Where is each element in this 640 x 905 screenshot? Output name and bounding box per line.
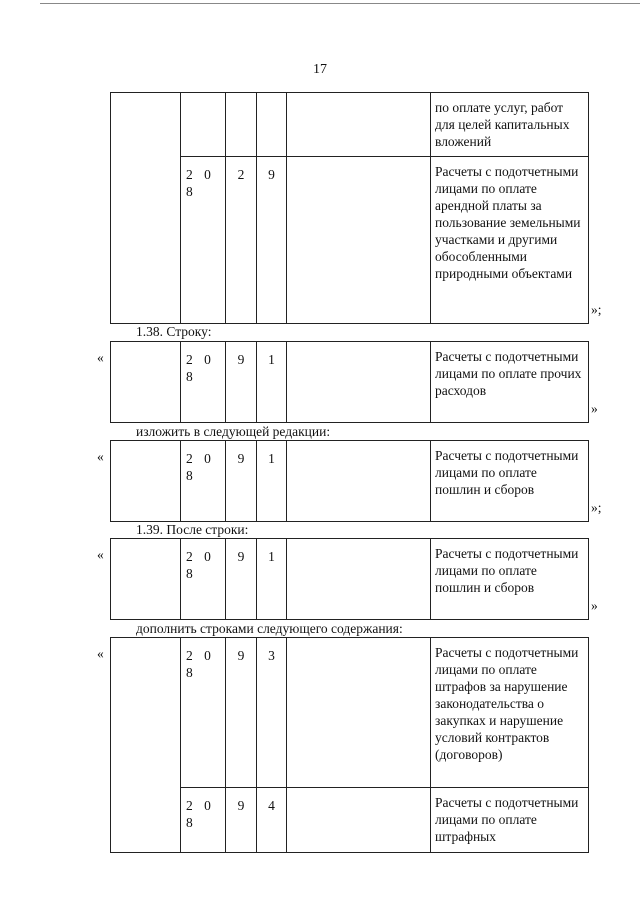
cell-b: 9 (257, 157, 287, 324)
opening-quote: « (97, 449, 104, 464)
caption-edit: изложить в следующей редакции: (136, 424, 331, 439)
table-row (111, 788, 589, 853)
cell-b (257, 93, 287, 157)
cell-empty (287, 788, 431, 853)
cell-b: 4 (257, 788, 287, 853)
table-block-4 (110, 538, 589, 620)
closing-quote: »; (591, 500, 602, 515)
cell-a: 2 (226, 157, 257, 324)
cell-empty (287, 342, 431, 423)
cell-b: 3 (257, 638, 287, 788)
table-row (111, 638, 589, 788)
cell-text: по оплате услуг, работ для целей капитальных вложений (431, 93, 589, 157)
cell-code: 2 0 8 (181, 441, 226, 522)
caption-add: дополнить строками следующего содержания: (136, 621, 403, 636)
cell-code: 2 0 8 (181, 788, 226, 853)
cell-text: Расчеты с подотчетными лицами по оплате арендной платы за пользование земельными участками и другими обособленными природными объектами (431, 157, 589, 324)
top-rule (40, 3, 640, 4)
opening-quote: « (97, 646, 104, 661)
cell-code: 2 0 8 (181, 342, 226, 423)
cell-b: 1 (257, 539, 287, 620)
cell-b: 1 (257, 441, 287, 522)
cell-code: 2 0 8 (181, 157, 226, 324)
cell-blank (111, 441, 181, 522)
opening-quote: « (97, 350, 104, 365)
cell-blank (111, 638, 181, 853)
table-block-5 (110, 637, 589, 853)
cell-a: 9 (226, 788, 257, 853)
cell-blank (111, 342, 181, 423)
table-block-2 (110, 341, 589, 423)
table-row (111, 441, 589, 522)
table-block-1 (110, 92, 589, 324)
cell-empty (287, 539, 431, 620)
cell-a: 9 (226, 441, 257, 522)
table-row (111, 157, 589, 324)
cell-text: Расчеты с подотчетными лицами по оплате пошлин и сборов (431, 441, 589, 522)
cell-code: 2 0 8 (181, 638, 226, 788)
cell-blank (111, 93, 181, 324)
cell-text: Расчеты с подотчетными лицами по оплате прочих расходов (431, 342, 589, 423)
cell-code: 2 0 8 (181, 539, 226, 620)
cell-text: Расчеты с подотчетными лицами по оплате штрафов за нарушение законодательства о закупках и нарушение условий контрактов (договоров) (431, 638, 589, 788)
cell-empty (287, 441, 431, 522)
cell-a (226, 93, 257, 157)
cell-empty (287, 638, 431, 788)
cell-code (181, 93, 226, 157)
closing-quote: » (591, 401, 598, 416)
cell-text: Расчеты с подотчетными лицами по оплате штрафных (431, 788, 589, 853)
cell-blank (111, 539, 181, 620)
cell-a: 9 (226, 539, 257, 620)
caption-1-38: 1.38. Строку: (136, 324, 212, 339)
caption-1-39: 1.39. После строки: (136, 522, 249, 537)
opening-quote: « (97, 547, 104, 562)
cell-empty (287, 157, 431, 324)
closing-quote: »; (591, 302, 602, 317)
table-row (111, 539, 589, 620)
cell-a: 9 (226, 342, 257, 423)
cell-b: 1 (257, 342, 287, 423)
table-row (111, 342, 589, 423)
page-number: 17 (313, 62, 327, 77)
cell-text: Расчеты с подотчетными лицами по оплате пошлин и сборов (431, 539, 589, 620)
cell-empty (287, 93, 431, 157)
table-block-3 (110, 440, 589, 522)
closing-quote: » (591, 598, 598, 613)
table-row (111, 93, 589, 157)
cell-a: 9 (226, 638, 257, 788)
